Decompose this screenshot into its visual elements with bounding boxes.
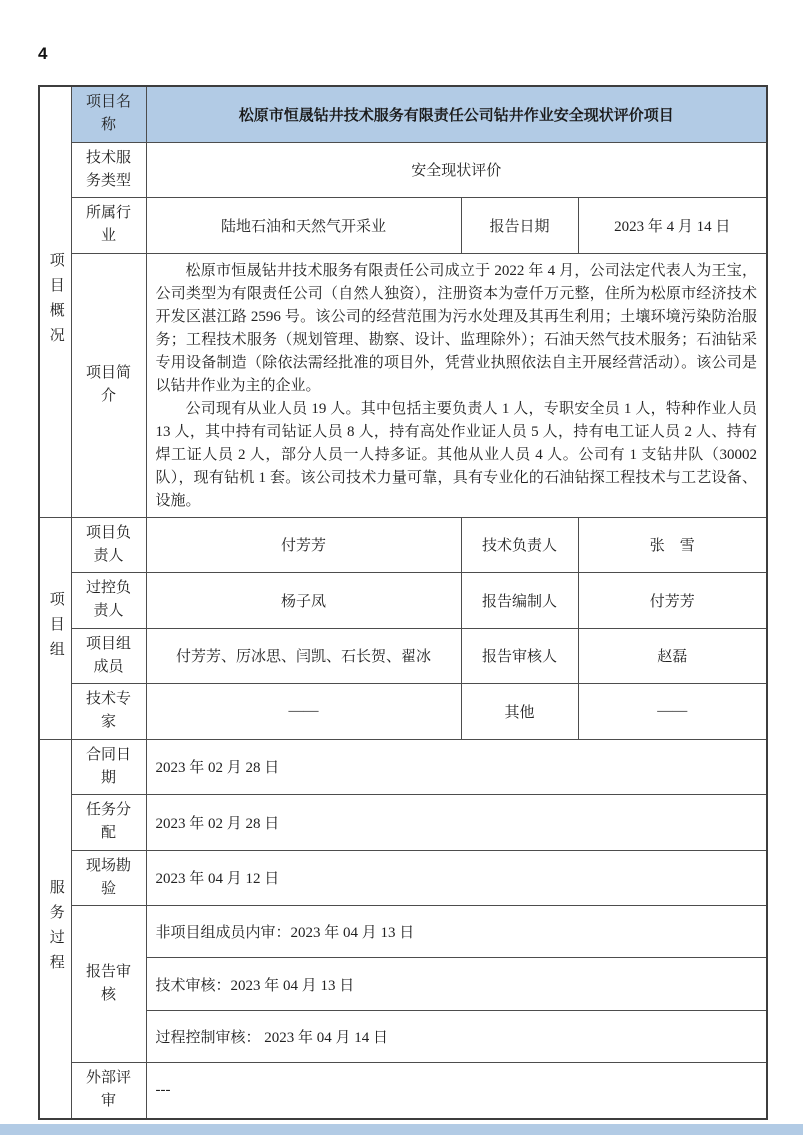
tech-leader-value: 张 雪 [578,517,767,573]
process-section-text: 服务过程 [47,878,64,979]
row-project-name [39,86,767,142]
row-industry [39,198,767,254]
section-label-team [39,517,71,739]
next-page-table-edge [0,1124,803,1135]
project-leader-label: 项目负责人 [71,517,146,573]
contract-date-label: 合同日期 [71,739,146,795]
task-assignment-value: 2023 年 02 月 28 日 [146,795,767,851]
report-date-value: 2023 年 4 月 14 日 [578,198,767,254]
row-site-survey [39,850,767,906]
report-writer-label: 报告编制人 [461,573,578,629]
page-number: 4 [38,44,48,63]
row-report-review-2 [39,958,767,1011]
service-type-value: 安全现状评价 [146,142,767,198]
section-label-process [39,739,71,1119]
row-report-review-3 [39,1011,767,1063]
other-value: —— [578,684,767,740]
project-info-table [38,85,768,1120]
task-assignment-label: 任务分配 [71,795,146,851]
project-intro-value [146,253,767,517]
service-type-label: 技术服务类型 [71,142,146,198]
row-contract-date [39,739,767,795]
overview-section-text: 项目概况 [47,251,64,352]
row-external-review [39,1063,767,1119]
row-service-type [39,142,767,198]
report-writer-value: 付芳芳 [578,573,767,629]
report-reviewer-value: 赵磊 [578,628,767,684]
project-leader-value: 付芳芳 [146,517,461,573]
industry-value: 陆地石油和天然气开采业 [146,198,461,254]
row-project-intro [39,253,767,517]
row-tech-expert [39,684,767,740]
report-review-technical: 技术审核：2023 年 04 月 13 日 [146,958,767,1011]
row-project-leader [39,517,767,573]
contract-date-value: 2023 年 02 月 28 日 [146,739,767,795]
team-members-value: 付芳芳、厉冰思、闫凯、石长贺、翟冰 [146,628,461,684]
tech-expert-label: 技术专家 [71,684,146,740]
report-review-internal: 非项目组成员内审：2023 年 04 月 13 日 [146,906,767,958]
site-survey-label: 现场勘验 [71,850,146,906]
team-section-text: 项目组 [47,590,64,666]
process-control-leader-label: 过控负责人 [71,573,146,629]
project-name-value: 松原市恒晟钻井技术服务有限责任公司钻井作业安全现状评价项目 [146,86,767,142]
team-members-label: 项目组成员 [71,628,146,684]
industry-label: 所属行业 [71,198,146,254]
tech-leader-label: 技术负责人 [461,517,578,573]
row-process-control-leader [39,573,767,629]
tech-expert-value: —— [146,684,461,740]
report-date-label: 报告日期 [461,198,578,254]
row-task-assignment [39,795,767,851]
project-name-label: 项目名称 [71,86,146,142]
intro-paragraph-2: 公司现有从业人员 19 人。其中包括主要负责人 1 人，专职安全员 1 人，特种作业人员 13 人，其中持有司钻证人员 8 人，持有高处作业证人员 5 人，持有电工证人员 2 人、持有焊工证人员 2 人，部分人员一人持多证。其他从业人员 4 人。公司有 1 支钻井队（30002 队），现有钻机 1 套。该公司技术力量可靠，具有专业化的石油钻探工程技术与工艺设备、设施。 [155,400,757,509]
project-intro-label: 项目简介 [71,253,146,517]
report-review-label: 报告审核 [71,906,146,1063]
report-reviewer-label: 报告审核人 [461,628,578,684]
site-survey-value: 2023 年 04 月 12 日 [146,850,767,906]
section-label-overview [39,86,71,517]
external-review-label: 外部评审 [71,1063,146,1119]
other-label: 其他 [461,684,578,740]
row-report-review-1 [39,906,767,958]
report-review-process-control: 过程控制审核： 2023 年 04 月 14 日 [146,1011,767,1063]
row-team-members [39,628,767,684]
process-control-leader-value: 杨子凤 [146,573,461,629]
external-review-value: --- [146,1063,767,1119]
intro-paragraph-1: 松原市恒晟钻井技术服务有限责任公司成立于 2022 年 4 月，公司法定代表人为王宝，公司类型为有限责任公司（自然人独资），注册资本为壹仟万元整，住所为松原市经济技术开发区湛江路 2596 号。该公司的经营范围为污水处理及其再生利用；土壤环境污染防治服务；工程技术服务（规划管理、勘察、设计、监理除外）；石油天然气技术服务；石油钻采专用设备制造（除依法需经批准的项目外，凭营业执照依法自主开展经营活动）。该公司是以钻井作业为主的企业。 [155,262,757,394]
